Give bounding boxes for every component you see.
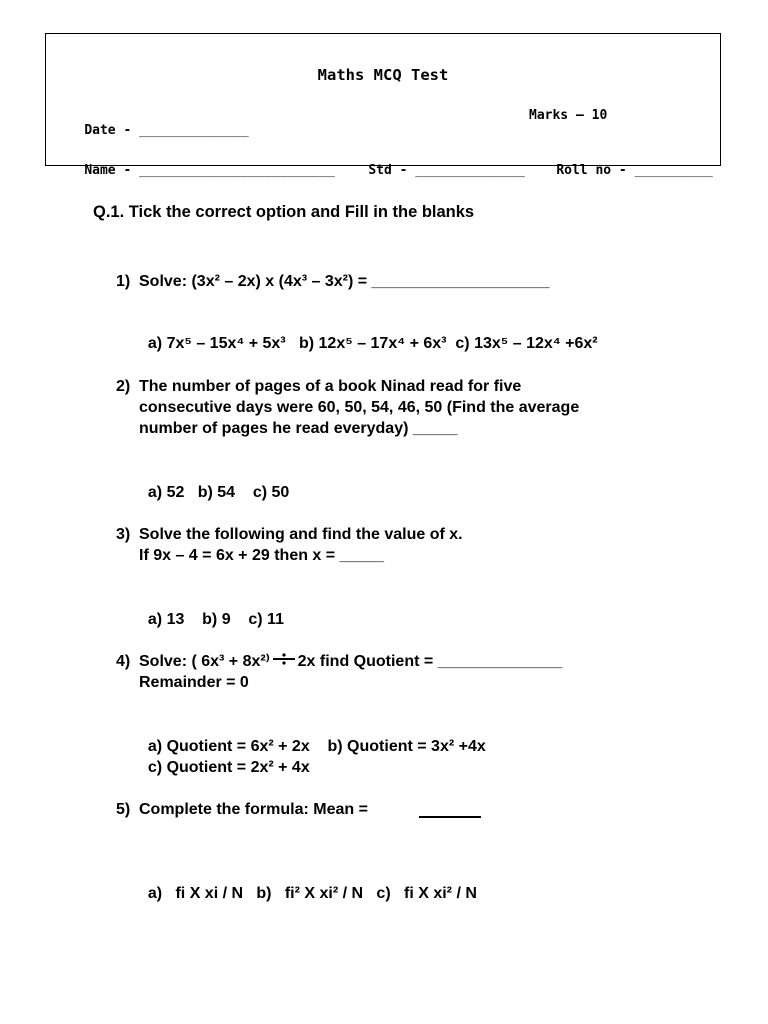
divide-sign-icon <box>272 651 296 672</box>
option-c[interactable]: c) 50 <box>252 484 290 501</box>
name-field <box>53 148 335 193</box>
question-number: 4) <box>116 653 131 670</box>
date-label: Date - <box>84 123 140 138</box>
option-a[interactable]: a) 13 <box>147 611 185 628</box>
roll-label: Roll no - <box>556 163 635 178</box>
question-text-line-1: The number of pages of a book Ninad read for five <box>139 378 522 395</box>
question-text-part-2: 2x find Quotient = ______________ <box>297 653 563 670</box>
name-label: Name - <box>84 163 140 178</box>
question-1-options <box>139 312 598 354</box>
option-b[interactable]: b) 9 <box>202 611 231 628</box>
date-blank[interactable]: ______________ <box>139 123 249 138</box>
question-text-part-1: Solve: ( 6x³ + 8x²⁾ <box>139 653 270 670</box>
option-a[interactable]: a) 52 <box>147 484 185 501</box>
date-field <box>53 108 249 153</box>
marks-label: Marks – 10 <box>529 108 608 123</box>
question-3-options <box>139 588 284 630</box>
roll-blank[interactable]: __________ <box>634 163 713 178</box>
option-c[interactable]: fi X xi² / N <box>404 885 477 902</box>
option-b[interactable]: b) 54 <box>197 484 236 501</box>
option-b[interactable]: fi² X xi² / N <box>284 885 364 902</box>
option-a[interactable]: fi X xi / N <box>175 885 244 902</box>
question-text-line-2: Remainder = 0 <box>139 674 249 691</box>
option-a[interactable]: a) Quotient = 6x² + 2x <box>147 738 310 755</box>
option-b[interactable]: b) 12x⁵ – 17x⁴ + 6x³ <box>298 335 447 352</box>
question-2-options <box>139 461 289 503</box>
option-c-label[interactable]: c) <box>376 885 391 902</box>
question-5-options <box>139 862 477 904</box>
option-a-label[interactable]: a) <box>147 885 163 902</box>
option-b[interactable]: b) Quotient = 3x² +4x <box>327 738 486 755</box>
option-c[interactable]: c) 11 <box>248 611 284 628</box>
question-number: 1) <box>116 273 131 290</box>
std-field <box>337 148 525 193</box>
question-text-line-1: Solve the following and find the value of x. <box>139 526 463 543</box>
question-text: Complete the formula: Mean = <box>139 801 368 818</box>
std-blank[interactable]: ______________ <box>415 163 525 178</box>
option-b-label[interactable]: b) <box>256 885 272 902</box>
question-text: Solve: (3x² – 2x) x (4x³ – 3x²) = ____________________ <box>139 273 550 290</box>
question-number: 5) <box>116 801 131 818</box>
question-text-line-3: number of pages he read everyday) _____ <box>139 420 458 437</box>
question-text-line-2: If 9x – 4 = 6x + 29 then x = _____ <box>139 547 385 564</box>
option-c[interactable]: c) 13x⁵ – 12x⁴ +6x² <box>455 335 598 352</box>
question-4-line-1 <box>139 651 562 672</box>
question-text-line-2: consecutive days were 60, 50, 54, 46, 50 (Find the average <box>139 399 580 416</box>
header-box <box>45 33 721 178</box>
std-label: Std - <box>368 163 416 178</box>
name-blank[interactable]: _________________________ <box>139 163 335 178</box>
question-4-options-2 <box>139 736 310 778</box>
option-c[interactable]: c) Quotient = 2x² + 4x <box>147 759 310 776</box>
page-title: Maths MCQ Test <box>317 66 449 84</box>
answer-blank[interactable] <box>419 816 481 818</box>
roll-field <box>525 148 713 193</box>
option-a[interactable]: a) 7x⁵ – 15x⁴ + 5x³ <box>147 335 286 352</box>
section-instruction: Q.1. Tick the correct option and Fill in the blanks <box>93 203 475 221</box>
question-number: 3) <box>116 526 131 543</box>
question-number: 2) <box>116 378 131 395</box>
